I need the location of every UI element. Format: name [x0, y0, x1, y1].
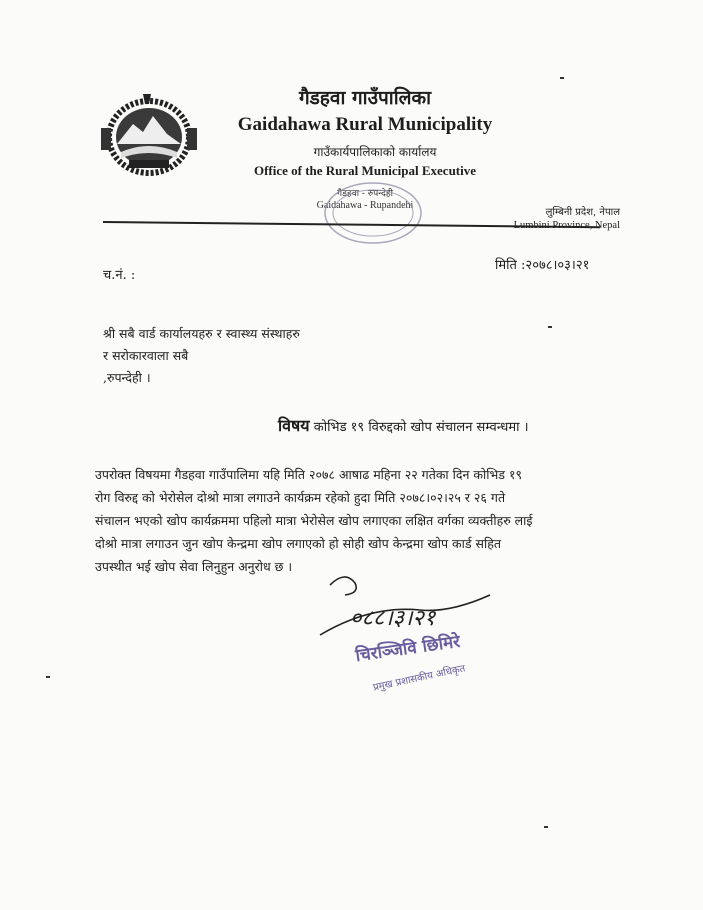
office-stamp [318, 178, 428, 248]
scan-speck [46, 676, 50, 678]
office-name-english: Office of the Rural Municipal Executive [253, 163, 477, 178]
scan-speck [544, 826, 548, 828]
body-line: संचालन भएको खोप कार्यक्रममा पहिलो मात्रा भेरोसेल खोप लगाएका लक्षित वर्गका व्यक्तीहरु लाई [95, 513, 533, 528]
recipient-line: र सरोकारवाला सबै [103, 348, 189, 363]
reference-number: च.नं. : [103, 268, 136, 283]
body-line: उपरोक्त विषयमा गैडहवा गाउँपालिमा यहि मिति २०७८ आषाढ महिना २२ गतेका दिन कोभिड १९ [95, 467, 522, 482]
body-line: उपस्थीत भई खोप सेवा लिनुहुन अनुरोध छ । [95, 559, 293, 574]
signatory-title-stamp: प्रमुख प्रशासकीय अधिकृत [372, 663, 467, 694]
handwritten-date: ०८८।३।२१ [350, 606, 436, 631]
signatory-name-stamp: चिरञ्जिवि छिमिरे [354, 631, 462, 667]
subject-text: कोभिड १९ विरुद्दको खोप संचालन सम्वन्धमा । [313, 420, 529, 435]
handwritten-signature [300, 565, 500, 645]
address-english: Gaidahawa - Rupandehi [316, 200, 414, 211]
recipient-line: श्री सबै वार्ड कार्यालयहरु र स्वास्थ्य संस्थाहरु [103, 326, 300, 341]
scan-speck [560, 77, 564, 79]
municipality-name-nepali: गैडहवा गाउँपालिका [298, 87, 432, 109]
subject-label: विषय [278, 416, 310, 435]
body-line: दोश्रो मात्रा लगाउन जुन खोप केन्द्रमा खोप लगाएको हो सोही खोप केन्द्रमा खोप कार्ड सहित [95, 536, 501, 551]
scan-speck [548, 326, 552, 328]
subject-line [278, 414, 529, 436]
municipality-emblem [93, 92, 205, 178]
municipality-name-english: Gaidahawa Rural Municipality [237, 114, 493, 135]
recipient-line: ,रुपन्देही । [103, 370, 151, 385]
province-nepali: लुम्बिनी प्रदेश, नेपाल [545, 207, 620, 218]
province-english: Lumbini Province, Nepal [513, 220, 620, 231]
letter-body [95, 463, 633, 578]
address-nepali: गैडहवा - रुपन्देही [337, 189, 393, 199]
office-name-nepali: गाउँकार्यपालिकाको कार्यालय [313, 145, 437, 159]
letter-date: मिति :२०७८।०३।२१ [495, 258, 590, 273]
body-line: रोग विरुद्द को भेरोसेल दोश्रो मात्रा लगाउने कार्यक्रम रहेको हुदा मिति २०७८।०२।२५ र २६ गते [95, 490, 506, 505]
